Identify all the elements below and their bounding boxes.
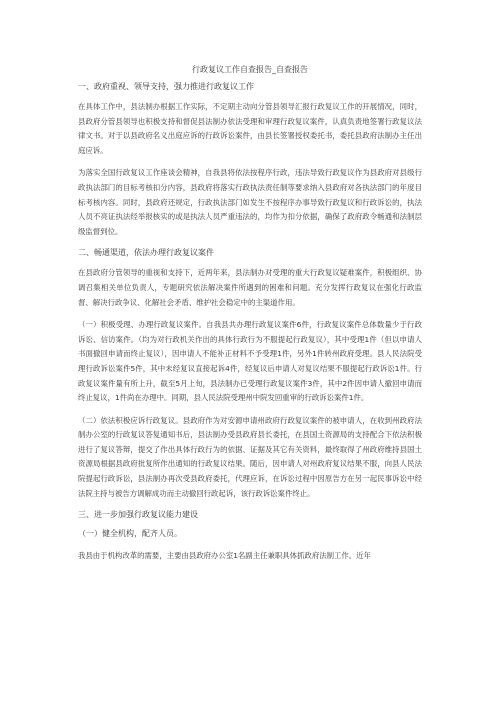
document-page <box>78 64 422 572</box>
paragraph: 我县由于机构改革的需要，主要由县政府办公室1名副主任兼职具体抓政府法制工作。近年 <box>78 551 371 561</box>
paragraph: 为落实全国行政复议工作座谈会精神，自我县将依法按程序行政，违法导致行政复议作为县政府对县级行政执法部门的目标考核扣分内容，县政府将落实行政执法责任制等要求纳入县政府对各执法部门的年度目标考核内容。同时，县政府还规定，行政执法部门如发生不按程序办事导致行政复议和行政诉讼的，执法人员不亮证执法经举报核实的或是执法人员严重违法的，均作为扣分依据，确保了政府政令畅通和法制层级监督到位。 <box>78 168 422 236</box>
section-heading-3: 三、进一步加强行政复议能力建设 <box>78 510 198 520</box>
section-heading-1: 一、政府重视、领导支持，强力推进行政复议工作 <box>78 82 254 91</box>
paragraph: 在县政府分管领导的重视和支持下，近两年来，县法制办对受理的重大行政复议疑难案件，积极组织、协调召集相关单位负责人，专题研究依法解决案件所遇到的困难和问题。充分发挥行政复议在强化行政监督、解决行政争议、化解社会矛盾、维护社会稳定中的主渠道作用。 <box>78 268 422 307</box>
section-heading-2: 二、畅通渠道，依法办理行政复议案件 <box>78 248 214 258</box>
paragraph: （二）依法积极应诉行政复议。县政府作为对安源申请州政府行政复议案件的被申请人，在收到州政府法制办公室的行政复议答复通知书后，县法制办受县政府县长委托，在县国土资源局的支持配合下依法积极进行了复议答辩，提交了作出具体行政行为的依据、证据及其它有关资料，最终取得了州政府维持县国土资源局根据县政府批复所作出通知的行政复议结果。随后，因申请人对州政府复议结果不服，向县人民法院提起行政诉讼，县法制办再次受县政府委托，代理应诉，在诉讼过程中因原告方在另一起民事诉讼中经法院主持与被告方调解成功而主动撤回行政起诉，该行政诉讼案件终止。 <box>78 415 422 498</box>
paragraph: （一）积极受理、办理行政复议案件。自我县共办理行政复议案件6件，行政复议案件总体数量少于行政诉讼、信访案件。（均为对行政机关作出的具体行政行为不服提起行政复议），其中受理1件（但以申请人书面撤回申请而终止复议），因申请人不能补正材料不予受理1件，另外1件转州政府受理。县人民法院受理行政诉讼案件5件，其中未经复议直接起诉4件，经复议后申请人对复议结果不服提起行政诉讼1件。行政复议案件量有所上升，截至5月上旬，县法制办已受理行政复议案件3件，其中2件因申请人撤回申请而终止复议，1件尚在办理中。同期，县人民法院受理州中院发回重审的行政诉讼案件1件。 <box>78 320 422 403</box>
document-title: 行政复议工作自查报告_自查报告 <box>192 65 308 74</box>
sub-heading: （一）健全机构，配齐人员。 <box>78 529 182 539</box>
paragraph: 在具体工作中，县法制办根据工作实际，不定期主动向分管县领导汇报行政复议工作的开展情况，同时，县政府分管县领导也积极支持和督促县法制办依法受理和审理行政复议案件，认真负责地签署行政复议法律文书。对于以县政府名义出庭应诉的行政诉讼案件，由县长签署授权委托书，委托县政府法制办主任出庭应诉。 <box>78 102 422 155</box>
